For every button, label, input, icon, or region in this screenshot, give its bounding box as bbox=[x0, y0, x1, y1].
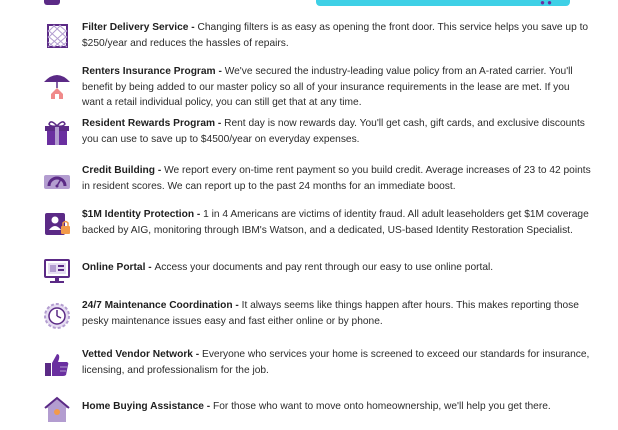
filter-icon bbox=[42, 22, 72, 52]
item-title: Credit Building bbox=[82, 165, 156, 176]
gift-icon bbox=[42, 118, 72, 148]
computer-monitor-icon bbox=[42, 257, 72, 287]
item-description: Access your documents and pay rent through our easy to use online portal. bbox=[154, 262, 494, 273]
item-title: Home Buying Assistance bbox=[82, 401, 204, 412]
item-title: Filter Delivery Service bbox=[82, 22, 189, 33]
item-title: Vetted Vendor Network bbox=[82, 349, 193, 360]
item-description: For those who want to move onto homeownership, we'll help you get there. bbox=[212, 401, 551, 412]
item-description: We report every on-time rent payment so you build credit. Average increases of 23 to 42 points in resident scores. We can report up to the past 24 months for an immediate boost. bbox=[82, 165, 591, 192]
identity-card-icon bbox=[42, 209, 72, 239]
item-description: 1 in 4 Americans are victims of identity fraud. All adult leaseholders get $1M coverage backed by AIG, monitoring through IBM's Watson, and a dedicated, US-based Identity Restoration Specialist. bbox=[82, 209, 589, 236]
header-decoration: ● ● bbox=[540, 0, 552, 7]
house-icon bbox=[42, 395, 72, 425]
item-title: $1M Identity Protection bbox=[82, 209, 195, 220]
item-title: Online Portal bbox=[82, 262, 146, 273]
item-description: Rent day is now rewards day. You'll get cash, gift cards, and exclusive discounts you can use to save up to $4500/year on everyday expenses. bbox=[82, 118, 585, 145]
item-title: Renters Insurance Program bbox=[82, 66, 216, 77]
header-bar-left bbox=[44, 0, 60, 5]
umbrella-house-icon bbox=[42, 70, 72, 100]
item-description: We've secured the industry-leading value policy from an A-rated carrier. You'll benefit by being added to our master policy so all of your insurance requirements in the lease are met. If you want a retail individual policy, you can still get that at any time. bbox=[82, 66, 573, 109]
item-description: Everyone who services your home is screened to exceed our standards for insurance, licensing, and professionalism for the job. bbox=[82, 349, 590, 376]
item-title: 24/7 Maintenance Coordination bbox=[82, 300, 233, 311]
item-description: It always seems like things happen after hours. This makes reporting those pesky maintenance issues easy and fast either online or by phone. bbox=[82, 300, 579, 327]
item-description: Changing filters is as easy as opening the front door. This service helps you save up to $250/year and reduces the hassles of repairs. bbox=[82, 22, 589, 49]
item-title: Resident Rewards Program bbox=[82, 118, 216, 129]
thumbs-up-icon bbox=[42, 350, 72, 380]
credit-gauge-icon bbox=[42, 167, 72, 197]
clock-24-7-icon bbox=[42, 301, 72, 331]
header-bar-right bbox=[316, 0, 570, 6]
